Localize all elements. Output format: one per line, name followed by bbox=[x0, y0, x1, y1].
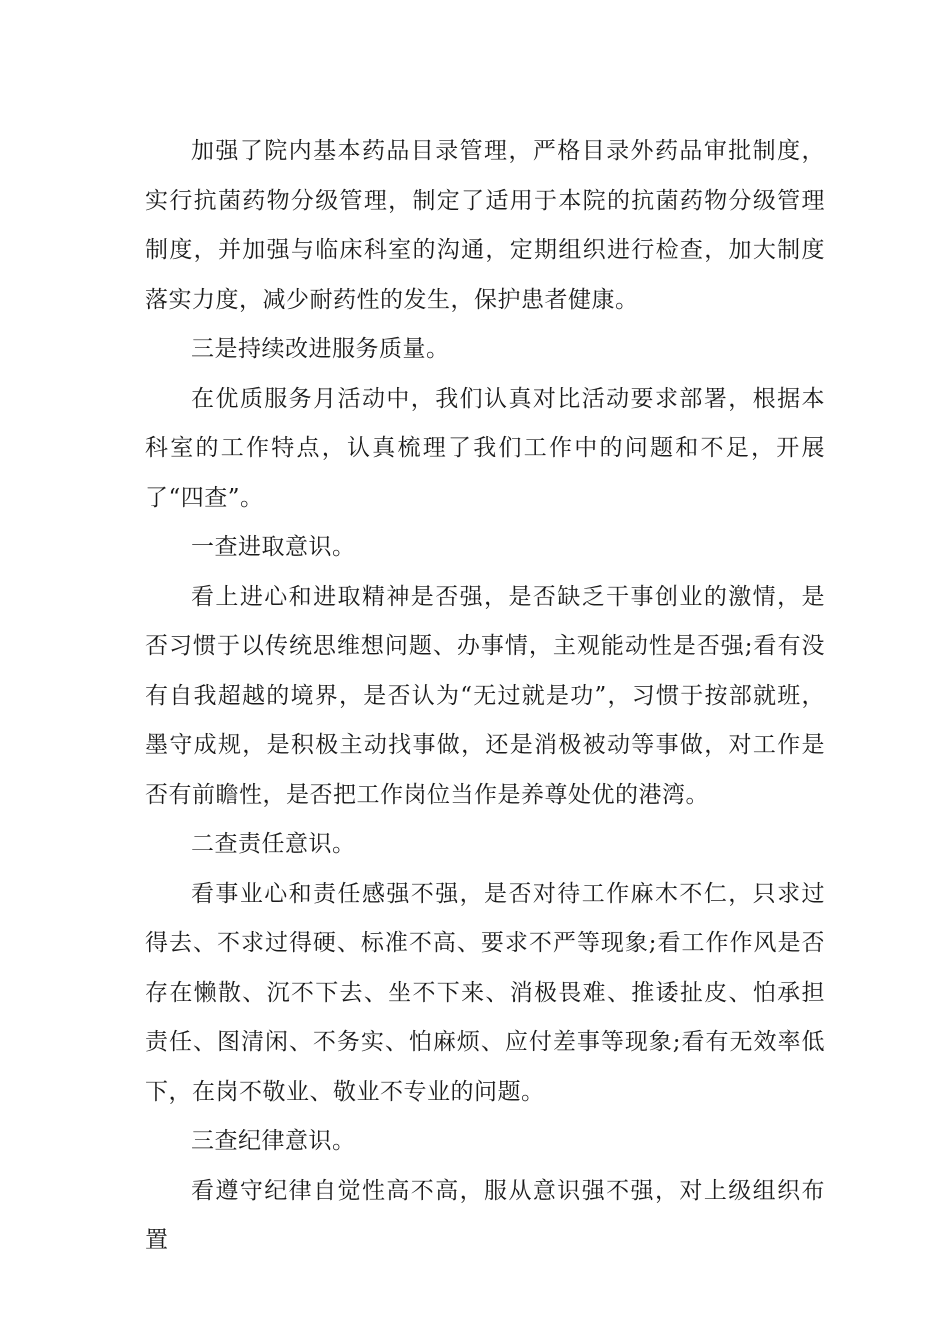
heading-discipline-awareness: 三查纪律意识。 bbox=[191, 1128, 356, 1154]
document-body bbox=[145, 127, 825, 1266]
paragraph-drug-management: 加强了院内基本药品目录管理，严格目录外药品审批制度，实行抗菌药物分级管理，制定了适用于本院的抗菌药物分级管理制度，并加强与临床科室的沟通，定期组织进行检查，加大制度落实力度，减少耐药性的发生，保护患者健康。 bbox=[145, 138, 825, 313]
paragraph-service-month: 在优质服务月活动中，我们认真对比活动要求部署，根据本科室的工作特点，认真梳理了我们工作中的问题和不足，开展了“四查”。 bbox=[145, 385, 825, 511]
heading-service-quality: 三是持续改进服务质量。 bbox=[191, 336, 450, 362]
paragraph-discipline-awareness: 看遵守纪律自觉性高不高，服从意识强不强，对上级组织布置 bbox=[145, 1177, 825, 1253]
heading-enterprise-awareness: 一查进取意识。 bbox=[191, 534, 356, 560]
paragraph-enterprise-awareness: 看上进心和进取精神是否强，是否缺乏干事创业的激情，是否习惯于以传统思维想问题、办事情，主观能动性是否强;看有没有自我超越的境界，是否认为“无过就是功”，习惯于按部就班，墨守成规，是积极主动找事做，还是消极被动等事做，对工作是否有前瞻性，是否把工作岗位当作是养尊处优的港湾。 bbox=[145, 583, 825, 808]
paragraph-responsibility-awareness: 看事业心和责任感强不强，是否对待工作麻木不仁，只求过得去、不求过得硬、标准不高、要求不严等现象;看工作作风是否存在懒散、沉不下去、坐不下来、消极畏难、推诿扯皮、怕承担责任、图清闲、不务实、怕麻烦、应付差事等现象;看有无效率低下，在岗不敬业、敬业不专业的问题。 bbox=[145, 880, 825, 1105]
heading-responsibility-awareness: 二查责任意识。 bbox=[191, 831, 356, 857]
